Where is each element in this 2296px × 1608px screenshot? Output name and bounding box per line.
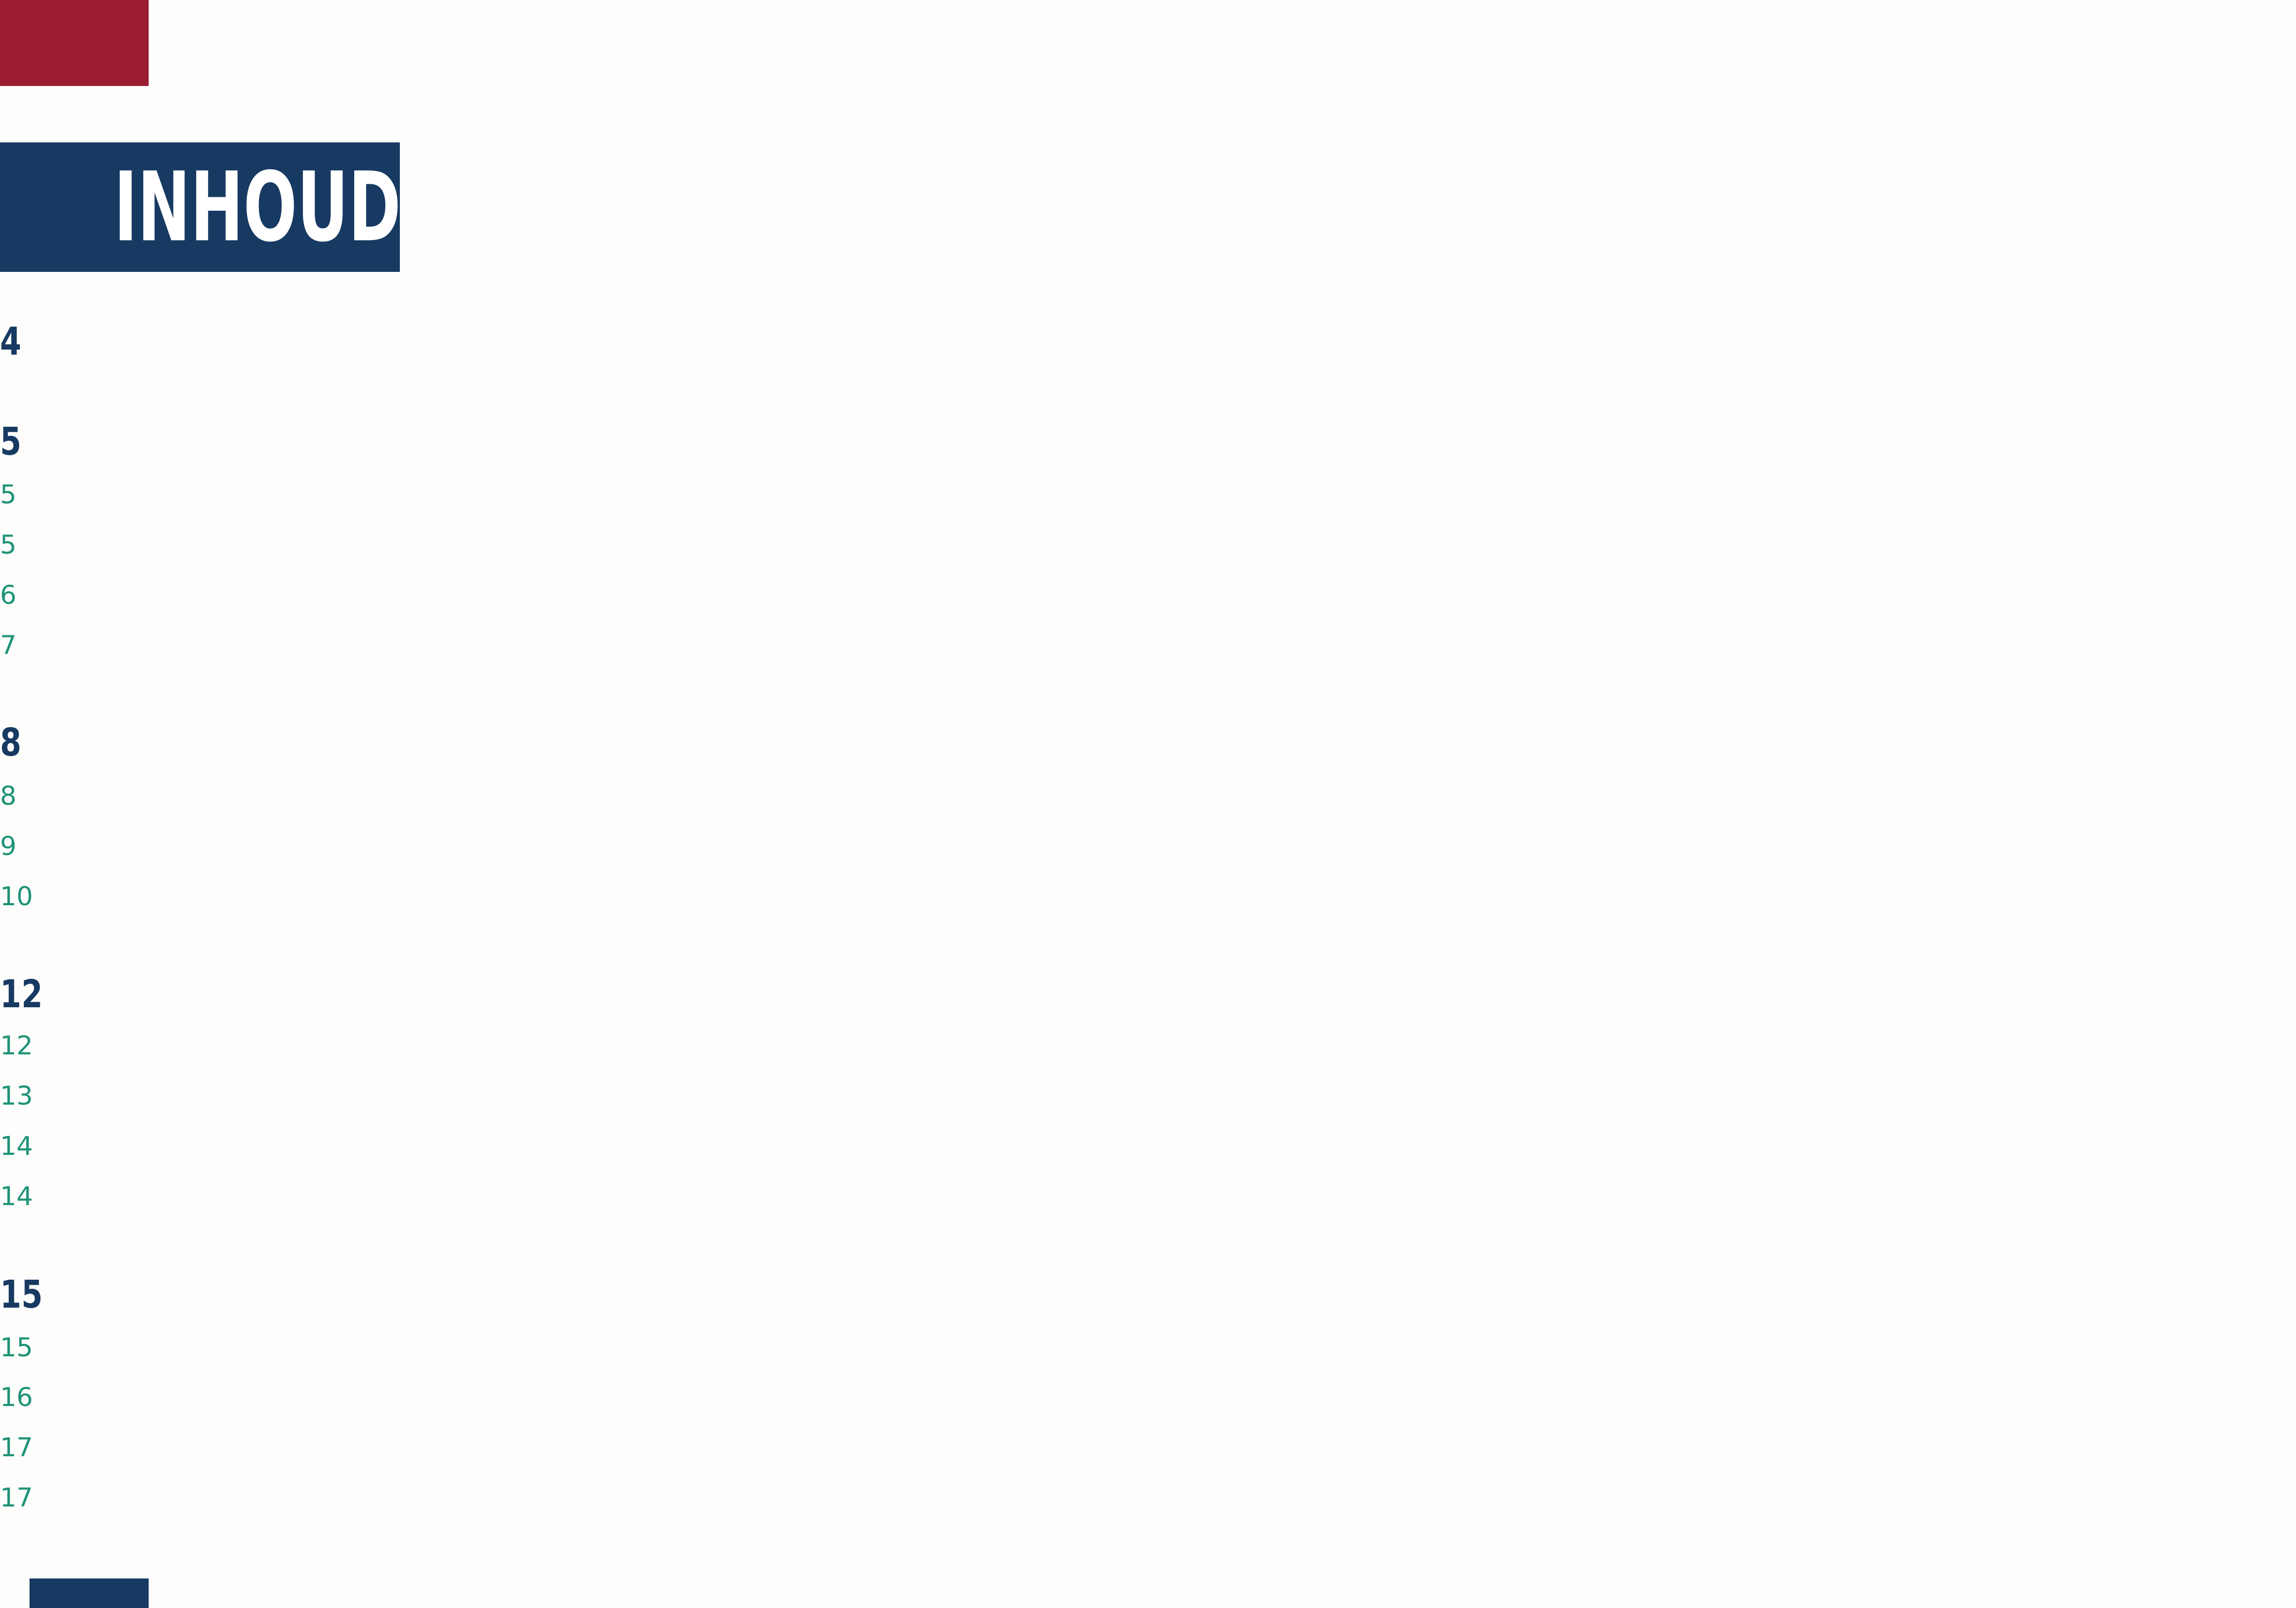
- toc-subsection-row[interactable]: [0, 1120, 2296, 1172]
- toc-entry-page-number: [0, 569, 2296, 621]
- toc-entry-page-number-text: 15: [0, 1272, 43, 1317]
- toc-entry-page-number-text: 13: [0, 1081, 33, 1111]
- toc-subsection-row[interactable]: [0, 1322, 2296, 1373]
- toc-entry-page-number: [0, 1472, 2296, 1524]
- toc-section-row[interactable]: [0, 968, 2296, 1020]
- toc-entry-page-number: [0, 619, 2296, 671]
- toc-section-row[interactable]: [0, 316, 2296, 368]
- navy-bottom-accent: [30, 1578, 149, 1608]
- toc-entry-page-number-text: 14: [0, 1131, 33, 1161]
- toc-entry-page-number-text: 8: [0, 781, 17, 811]
- toc-subsection-row[interactable]: [0, 1472, 2296, 1524]
- toc-entry-page-number-text: 6: [0, 580, 17, 610]
- toc-subsection-row[interactable]: [0, 1371, 2296, 1423]
- toc-entry-page-number-text: 5: [0, 530, 17, 560]
- toc-subsection-row[interactable]: [0, 1170, 2296, 1222]
- toc-entry-page-number-text: 16: [0, 1382, 33, 1412]
- toc-subsection-row[interactable]: [0, 1020, 2296, 1071]
- toc-entry-page-number-text: 12: [0, 1031, 33, 1061]
- toc-entry-page-number: [0, 469, 2296, 520]
- toc-entry-page-number: [0, 1070, 2296, 1122]
- toc-entry-page-number-text: 5: [0, 480, 17, 510]
- toc-entry-page-number: [0, 1170, 2296, 1222]
- toc-entry-page-number-text: 15: [0, 1332, 33, 1363]
- toc-entry-page-number: [0, 1322, 2296, 1373]
- toc-entry-page-number: [0, 416, 2296, 468]
- toc-entry-page-number: [0, 519, 2296, 571]
- toc-section-row[interactable]: [0, 416, 2296, 468]
- toc-entry-page-number-text: 9: [0, 831, 17, 861]
- page-title: INHOUD: [114, 151, 401, 263]
- toc-subsection-row[interactable]: [0, 1070, 2296, 1122]
- toc-entry-page-number-text: 12: [0, 972, 43, 1017]
- toc-section-row[interactable]: [0, 1269, 2296, 1321]
- toc-subsection-row[interactable]: [0, 770, 2296, 822]
- toc-entry-page-number-text: 14: [0, 1181, 33, 1211]
- toc-entry-page-number: [0, 770, 2296, 822]
- toc-subsection-row[interactable]: [0, 569, 2296, 621]
- toc-subsection-row[interactable]: [0, 1422, 2296, 1473]
- toc-entry-page-number-text: 7: [0, 630, 17, 660]
- toc-subsection-row[interactable]: [0, 871, 2296, 922]
- toc-entry-page-number: [0, 316, 2296, 368]
- toc-entry-page-number-text: 5: [0, 419, 22, 464]
- toc-subsection-row[interactable]: [0, 469, 2296, 520]
- toc-entry-page-number: [0, 1422, 2296, 1473]
- toc-entry-page-number-text: 10: [0, 881, 33, 911]
- toc-subsection-row[interactable]: [0, 820, 2296, 872]
- toc-entry-page-number: [0, 1120, 2296, 1172]
- toc-subsection-row[interactable]: [0, 619, 2296, 671]
- toc-entry-page-number: [0, 968, 2296, 1020]
- toc-entry-page-number-text: 8: [0, 720, 22, 765]
- toc-entry-page-number: [0, 871, 2296, 922]
- toc-entry-page-number: [0, 1371, 2296, 1423]
- toc-entry-page-number: [0, 1269, 2296, 1321]
- toc-entry-page-number-text: 17: [0, 1483, 33, 1513]
- toc-subsection-row[interactable]: [0, 519, 2296, 571]
- toc-entry-page-number: [0, 717, 2296, 769]
- toc-entry-page-number-text: 17: [0, 1432, 33, 1462]
- toc-entry-page-number: [0, 820, 2296, 872]
- toc-section-row[interactable]: [0, 717, 2296, 769]
- toc-entry-page-number: [0, 1020, 2296, 1071]
- toc-entry-page-number-text: 4: [0, 320, 22, 364]
